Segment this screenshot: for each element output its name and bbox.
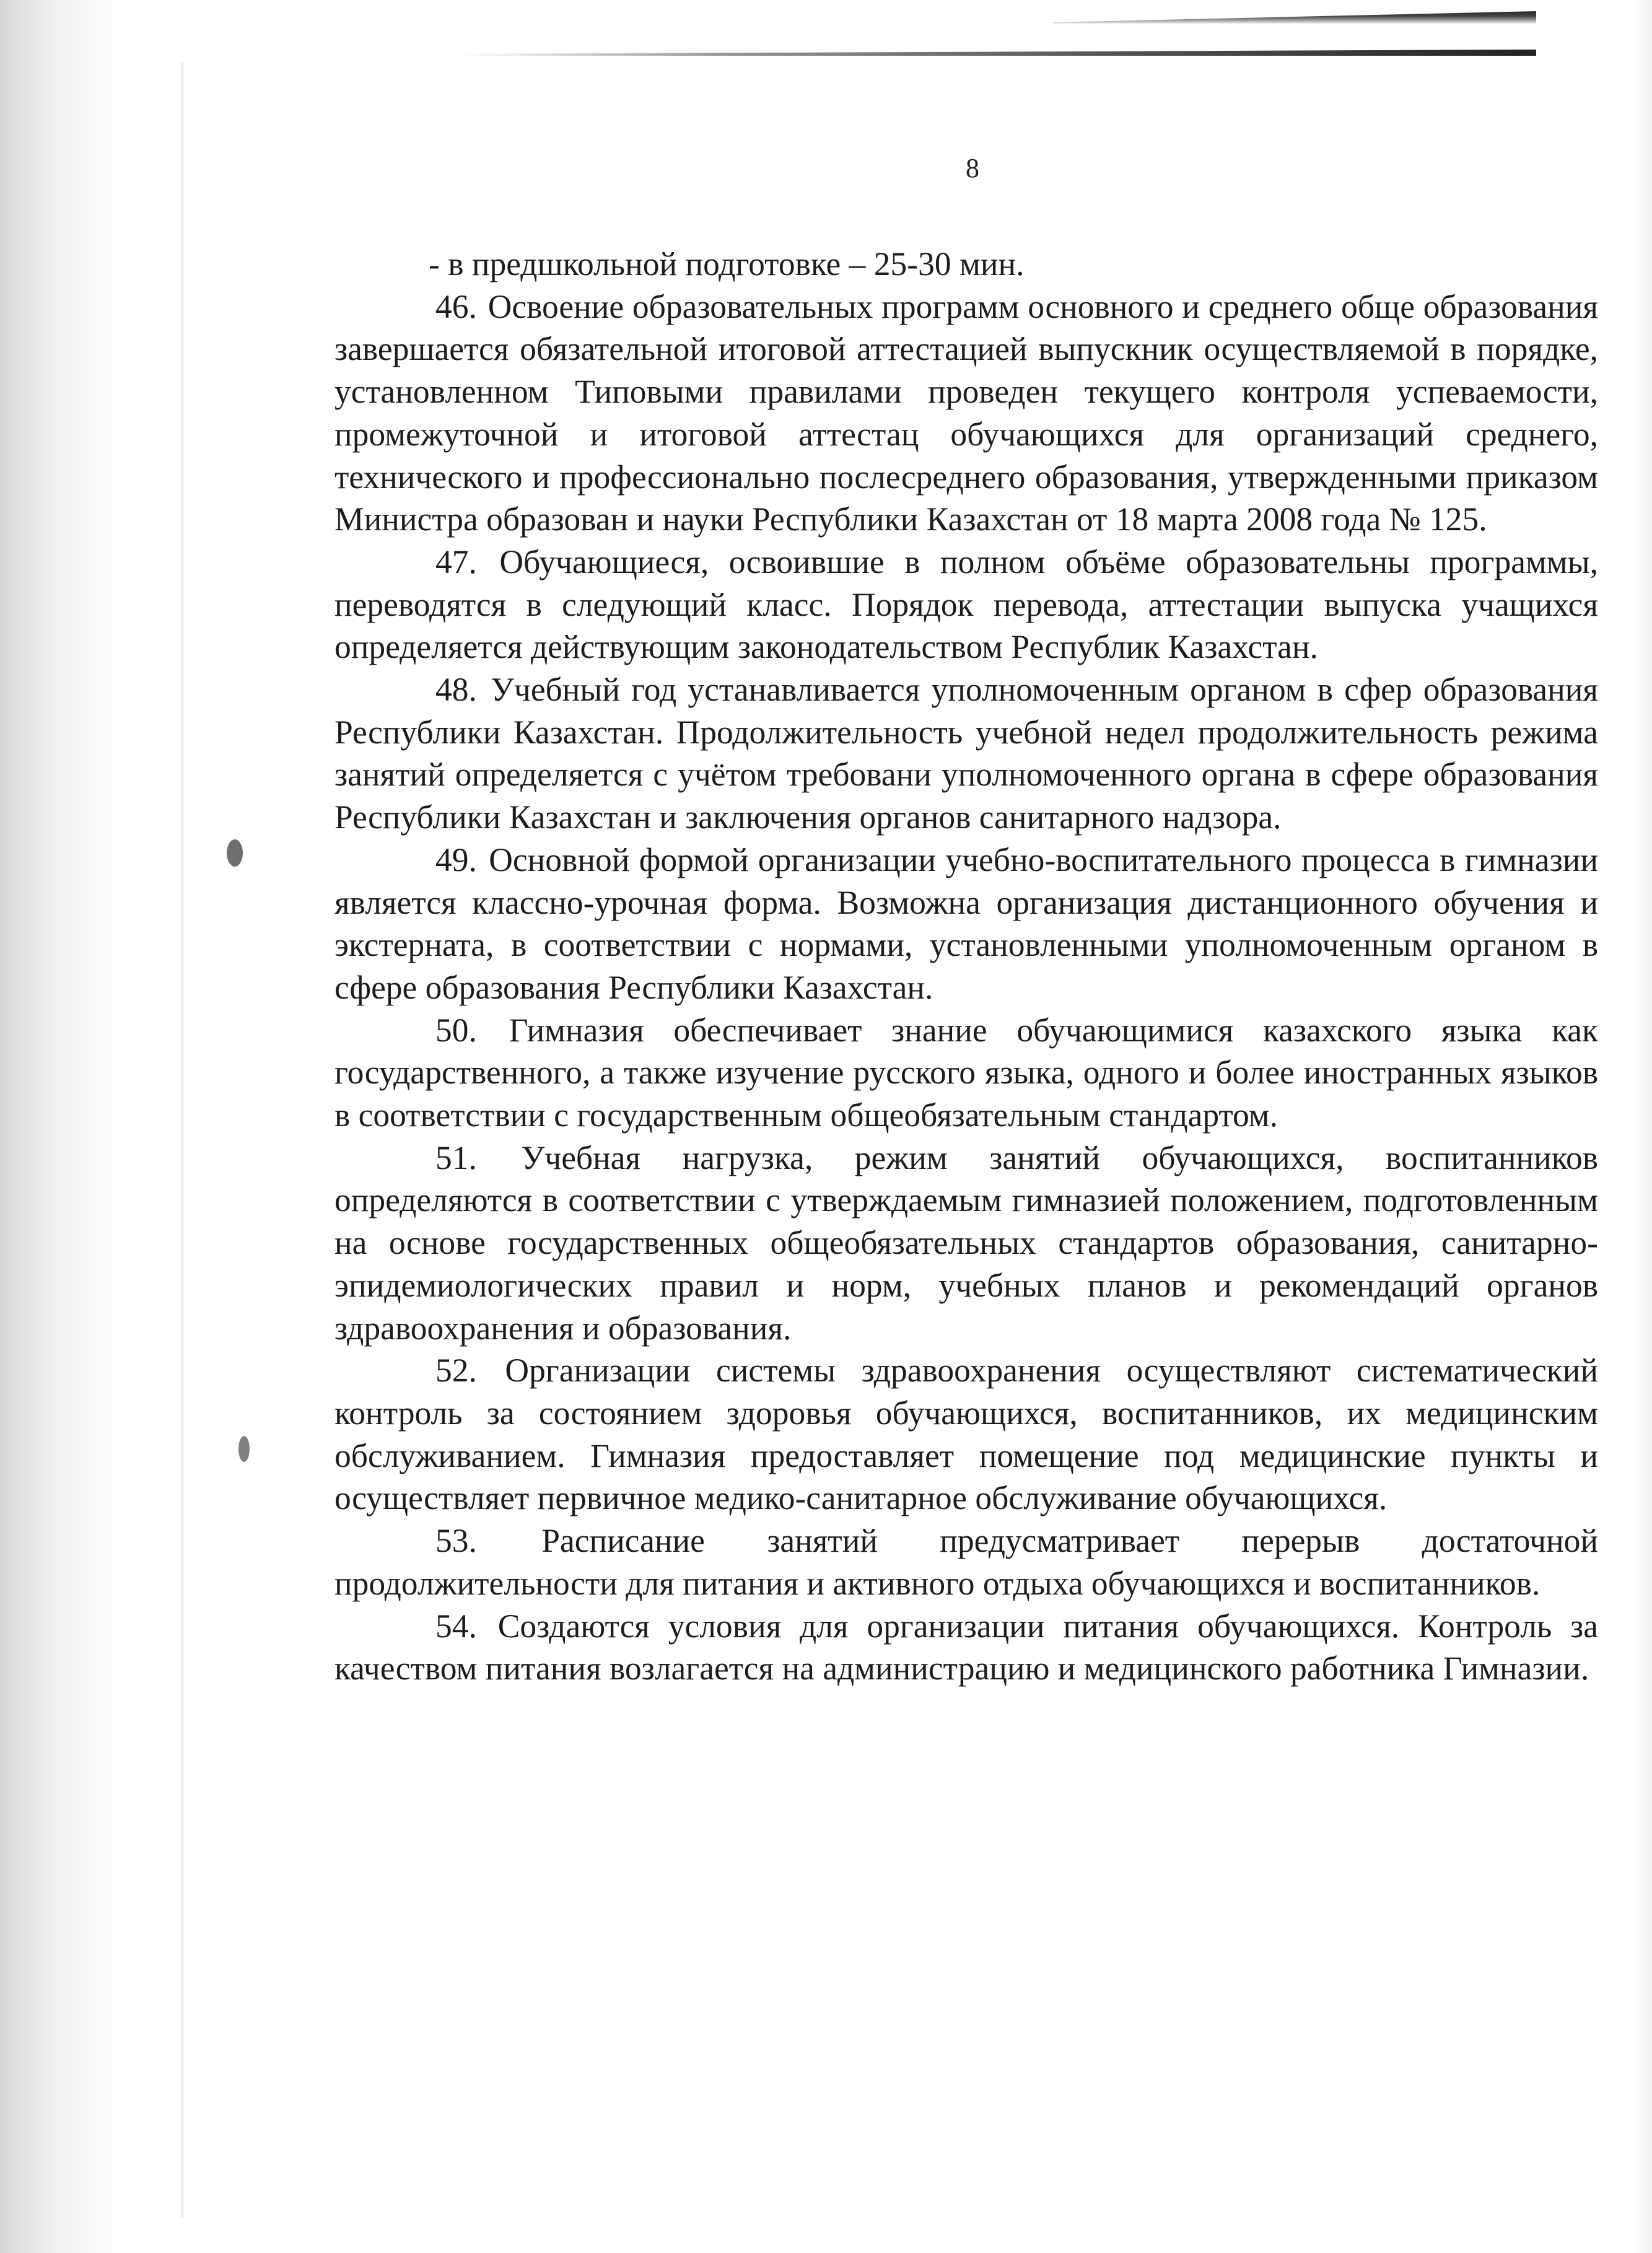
paragraph-number: 51.	[435, 1139, 477, 1176]
paragraph-number: 49.	[435, 841, 477, 878]
paragraph-48	[334, 668, 1598, 839]
scan-left-shadow	[0, 0, 118, 2253]
paragraph-text: Основной формой организации учебно-воспитательного процесса в гимназии является классно-урочная форма. Возможна организация дистанционного обучения и экстерната, в соответствии с нормами, установленными уполномоченным органом в сфере образования Республики Казахстан.	[334, 841, 1598, 1006]
paragraph-text: Освоение образовательных программ основного и среднего обще образования завершается обязательной итоговой аттестацией выпускник осуществляемой в порядке, установленном Типовыми правилами проведен текущего контроля успеваемости, промежуточной и итоговой аттестац обучающихся для организаций среднего, технического и профессионально послесреднего образования, утвержденными приказом Министра образован и науки Республики Казахстан от 18 марта 2008 года № 125.	[334, 287, 1598, 538]
paragraph-text: Гимназия обеспечивает знание обучающимися казахского языка как государственного, а также изучение русского языка, одного и более иностранных языков в соответствии с государственным общеобязательным стандартом.	[334, 1011, 1599, 1134]
paragraph-number: 48.	[435, 671, 477, 709]
paragraph-number: 54.	[435, 1607, 477, 1645]
paragraph-49	[334, 839, 1598, 1009]
scan-top-edge-shadow	[1053, 11, 1536, 24]
paragraph-54	[334, 1605, 1598, 1690]
paragraph-47	[334, 541, 1598, 668]
binding-hole-mark	[227, 839, 243, 867]
paragraph-text: - в предшкольной подготовке – 25-30 мин.	[429, 245, 1025, 282]
paragraph-number: 52.	[435, 1352, 477, 1389]
paragraph-53	[334, 1520, 1598, 1604]
scan-fold-line	[181, 62, 183, 2218]
paragraph-text: Обучающиеся, освоившие в полном объёме образовательны программы, переводятся в следующий класс. Порядок перевода, аттестации выпуска учащихся определяется действующим законодательством Республик Казахстан.	[334, 543, 1598, 666]
paragraph-number: 47.	[435, 543, 477, 580]
scan-right-edge	[1633, 0, 1652, 2253]
paragraph-50	[334, 1009, 1598, 1137]
page-number: 8	[966, 153, 979, 183]
paragraph-52	[334, 1349, 1598, 1520]
paragraph-45-continuation	[334, 243, 1598, 286]
paragraph-text: Учебный год устанавливается уполномоченным органом в сфер образования Республики Казахстан. Продолжительность учебной недел продолжительность режима занятий определяется с учётом требовани уполномоченного органа в сфере образования Республики Казахстан и заключения органов санитарного надзора.	[334, 671, 1599, 836]
scan-top-edge-line	[458, 50, 1536, 56]
document-body	[334, 243, 1598, 1690]
binding-hole-mark	[238, 1436, 250, 1462]
paragraph-text: Учебная нагрузка, режим занятий обучающихся, воспитанников определяются в соответствии с утверждаемым гимназией положением, подготовленным на основе государственных общеобязательных стандартов образования, санитарно-эпидемиологических правил и норм, учебных планов и рекомендаций органов здравоохранения и образования.	[334, 1139, 1599, 1347]
paragraph-51	[334, 1137, 1598, 1350]
paragraph-number: 50.	[435, 1011, 477, 1049]
paragraph-number: 46.	[435, 287, 477, 325]
paragraph-text: Расписание занятий предусматривает перерыв достаточной продолжительности для питания и активного отдыха обучающихся и воспитанников.	[334, 1522, 1598, 1602]
paragraph-text: Создаются условия для организации питания обучающихся. Контроль за качеством питания возлагается на администрацию и медицинского работника Гимназии.	[334, 1607, 1599, 1687]
paragraph-number: 53.	[435, 1522, 477, 1560]
paragraph-46	[334, 286, 1598, 541]
paragraph-text: Организации системы здравоохранения осуществляют систематический контроль за состоянием здоровья обучающихся, воспитанников, их медицинским обслуживанием. Гимназия предоставляет помещение под медицинские пункты и осуществляет первичное медико-санитарное обслуживание обучающихся.	[334, 1352, 1598, 1517]
